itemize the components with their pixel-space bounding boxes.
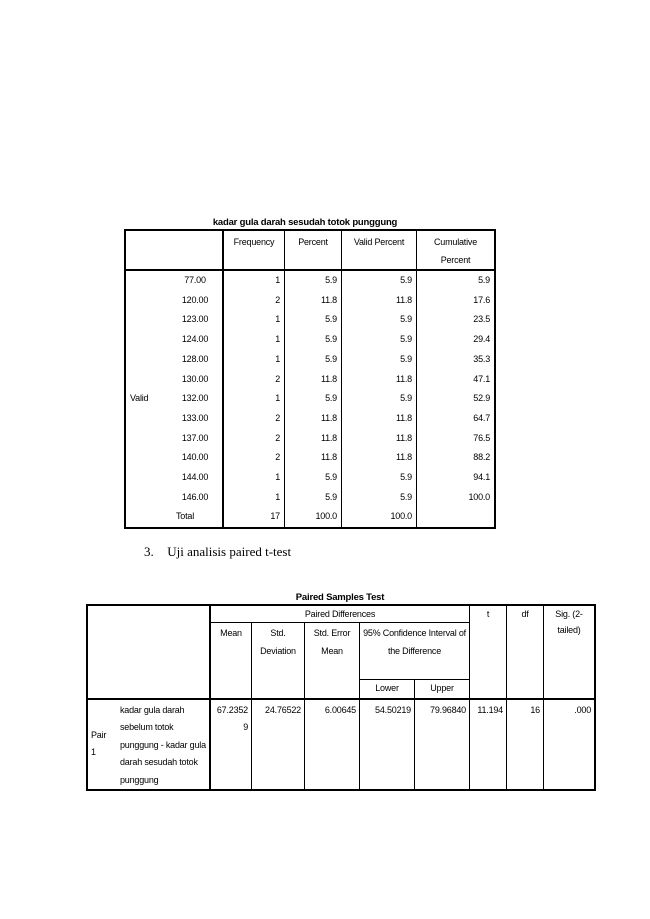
row-percent: 5.9: [285, 310, 342, 330]
header-sig: Sig. (2-tailed): [544, 605, 596, 699]
header-mean: Mean: [210, 623, 252, 699]
paired-data-row: [87, 699, 595, 791]
row-frequency: 2: [223, 448, 285, 468]
total-cumulative-blank: [417, 507, 496, 528]
section-title: Uji analisis paired t-test: [167, 544, 292, 559]
paired-header-blank: [87, 605, 210, 699]
row-frequency: 1: [223, 330, 285, 350]
row-value: 146.00: [168, 488, 223, 508]
row-cumulative-percent: 23.5: [473, 314, 490, 325]
paired-header-row-1: [87, 605, 595, 623]
row-value: 137.00: [168, 429, 223, 449]
total-label: Total: [168, 507, 223, 528]
row-frequency: 2: [223, 409, 285, 429]
total-frequency: 17: [223, 507, 285, 528]
section-number: 3.: [144, 544, 154, 559]
header-confidence-interval: 95% Confidence Interval of the Difference: [360, 623, 470, 680]
header-paired-differences: Paired Differences: [210, 605, 470, 623]
row-frequency: 1: [223, 389, 285, 409]
header-blank-2: [168, 230, 223, 270]
frequency-row: [125, 370, 495, 390]
header-df: df: [507, 605, 544, 699]
row-frequency: 1: [223, 270, 285, 291]
row-frequency: 1: [223, 468, 285, 488]
pair-sig: .000: [574, 704, 591, 715]
header-lower: Lower: [360, 680, 415, 699]
total-percent: 100.0: [285, 507, 342, 528]
frequency-table-body: [125, 270, 495, 528]
row-value: 133.00: [168, 409, 223, 429]
frequency-row: [125, 330, 495, 350]
row-valid-percent: 5.9: [342, 488, 417, 508]
row-percent: 5.9: [285, 350, 342, 370]
frequency-row: [125, 350, 495, 370]
total-valid-percent: 100.0: [342, 507, 417, 528]
row-value: 140.00: [168, 448, 223, 468]
row-value: 132.00: [168, 389, 223, 409]
header-t: t: [470, 605, 507, 699]
row-value: 130.00: [168, 370, 223, 390]
row-value: 144.00: [168, 468, 223, 488]
row-cumulative-percent: 47.1: [473, 373, 490, 384]
row-valid-percent: 11.8: [342, 291, 417, 311]
header-upper: Upper: [415, 680, 470, 699]
header-std-error-mean: Std. Error Mean: [305, 623, 360, 699]
pair-description: kadar gula darah sebelum totok punggung - kadar gula darah sesudah totok punggung: [116, 699, 210, 791]
frequency-table: [124, 229, 496, 529]
row-frequency: 2: [223, 291, 285, 311]
row-frequency: 2: [223, 370, 285, 390]
header-blank: [125, 230, 168, 270]
row-valid-percent: 5.9: [342, 389, 417, 409]
row-value: 128.00: [168, 350, 223, 370]
row-cumulative-percent: 94.1: [473, 472, 490, 483]
row-percent: 11.8: [285, 429, 342, 449]
frequency-total-row: [125, 507, 495, 528]
valid-group-label: Valid: [130, 393, 149, 404]
row-cumulative-percent: 35.3: [473, 353, 490, 364]
row-frequency: 1: [223, 488, 285, 508]
row-cumulative-percent: 64.7: [473, 412, 490, 423]
row-valid-percent: 5.9: [342, 270, 417, 291]
row-value: 77.00: [168, 270, 223, 291]
pair-lower: 54.50219: [360, 699, 415, 791]
header-percent: Percent: [285, 230, 342, 270]
row-cumulative-percent: 29.4: [473, 334, 490, 345]
row-percent: 11.8: [285, 409, 342, 429]
row-frequency: 1: [223, 310, 285, 330]
pair-std-error-mean: 6.00645: [305, 699, 360, 791]
row-valid-percent: 5.9: [342, 330, 417, 350]
row-cumulative-percent: 76.5: [473, 432, 490, 443]
row-cumulative-percent: 5.9: [478, 275, 490, 285]
frequency-row: [125, 291, 495, 311]
frequency-row: [125, 468, 495, 488]
pair-t: 11.194: [470, 699, 507, 791]
row-cumulative-percent: 88.2: [473, 452, 490, 463]
row-percent: 5.9: [285, 389, 342, 409]
pair-upper: 79.96840: [415, 699, 470, 791]
row-valid-percent: 5.9: [342, 310, 417, 330]
row-valid-percent: 5.9: [342, 468, 417, 488]
row-percent: 11.8: [285, 291, 342, 311]
row-valid-percent: 11.8: [342, 429, 417, 449]
row-value: 124.00: [168, 330, 223, 350]
row-percent: 5.9: [285, 270, 342, 291]
row-percent: 11.8: [285, 370, 342, 390]
header-cumulative-percent: Cumulative Percent: [417, 230, 496, 270]
header-frequency: Frequency: [223, 230, 285, 270]
row-cumulative-percent: 100.0: [468, 491, 490, 502]
frequency-row: [125, 429, 495, 449]
row-percent: 5.9: [285, 330, 342, 350]
row-valid-percent: 11.8: [342, 448, 417, 468]
paired-table-title: Paired Samples Test: [295, 592, 385, 603]
header-std-deviation: Std. Deviation: [252, 623, 305, 699]
row-percent: 11.8: [285, 448, 342, 468]
frequency-row: [125, 389, 495, 409]
pair-df: 16: [507, 699, 544, 791]
paired-samples-table: [86, 604, 596, 791]
row-percent: 5.9: [285, 488, 342, 508]
frequency-table-title: kadar gula darah sesudah totok punggung: [212, 217, 398, 228]
row-frequency: 2: [223, 429, 285, 449]
row-valid-percent: 11.8: [342, 409, 417, 429]
row-value: 123.00: [168, 310, 223, 330]
frequency-row: [125, 488, 495, 508]
frequency-row: [125, 310, 495, 330]
row-frequency: 1: [223, 350, 285, 370]
row-valid-percent: 5.9: [342, 350, 417, 370]
row-percent: 5.9: [285, 468, 342, 488]
row-cumulative-percent: 52.9: [473, 393, 490, 404]
row-value: 120.00: [168, 291, 223, 311]
frequency-row: [125, 270, 495, 291]
pair-mean: 67.23529: [210, 699, 252, 791]
frequency-table-header-row: [125, 230, 495, 270]
row-valid-percent: 11.8: [342, 370, 417, 390]
section-heading: [144, 544, 291, 560]
frequency-row: [125, 448, 495, 468]
header-valid-percent: Valid Percent: [342, 230, 417, 270]
pair-label: Pair 1: [91, 729, 107, 758]
row-cumulative-percent: 17.6: [473, 294, 490, 305]
frequency-row: [125, 409, 495, 429]
pair-std-deviation: 24.76522: [252, 699, 305, 791]
